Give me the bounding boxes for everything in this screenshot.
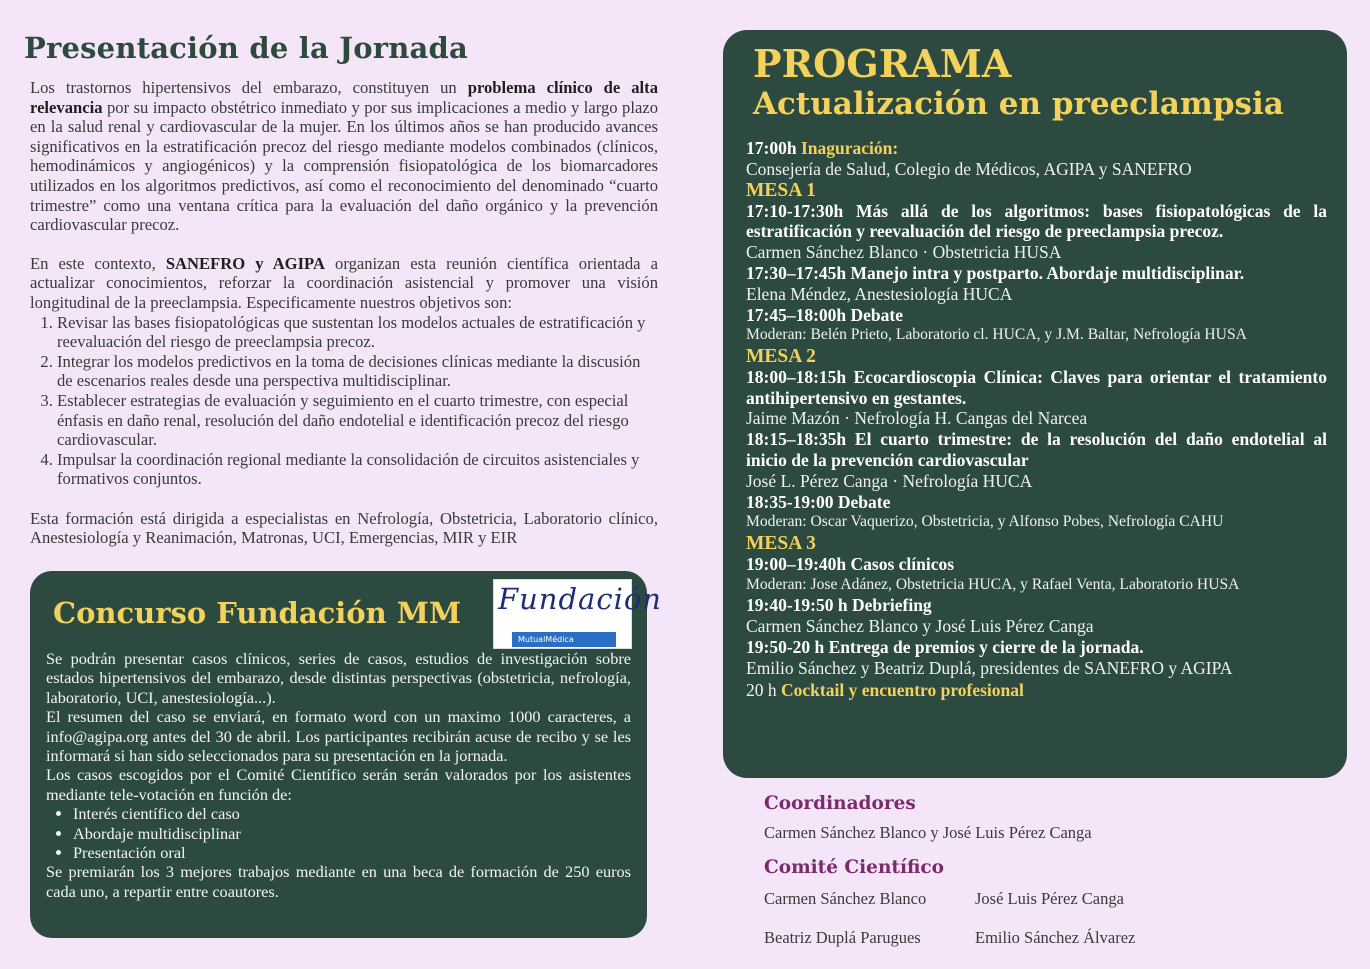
mesa-heading: MESA 1 [746, 179, 816, 201]
member-name: José Luis Pérez Canga [975, 889, 1124, 908]
coordinadores-names: Carmen Sánchez Blanco y José Luis Pérez Canga [764, 823, 1092, 842]
criterios-list [73, 804, 631, 862]
programa-title: PROGRAMA [753, 41, 1012, 86]
list-item: 1. Revisar las bases fisiopatológicas que sustentan los modelos actuales de estratificación y reevaluación del riesgo de preeclampsia precoz. [57, 313, 658, 352]
session-title: 18:00–18:15h Ecocardioscopia Clínica: Claves para orientar el tratamiento antihipertensivo en gestantes. [746, 366, 1327, 408]
speaker: José L. Pérez Canga · Nefrología HUCA [746, 470, 1033, 491]
presentacion-section [24, 28, 658, 548]
inaguracion-line: 17:00h Inaguración: [746, 138, 899, 158]
cocktail-line: 20 h Cocktail y encuentro profesional [746, 680, 1024, 701]
session-title: 17:30–17:45h Manejo intra y postparto. Abordaje multidisciplinar. [746, 262, 1245, 283]
concurso-title: Concurso Fundación MM [53, 596, 462, 630]
coordinadores-title: Coordinadores [764, 793, 916, 814]
member-name: Carmen Sánchez Blanco [764, 889, 927, 908]
speaker: Jaime Mazón · Nefrología H. Cangas del Narcea [746, 408, 1088, 429]
speaker: Elena Méndez, Anestesiología HUCA [746, 283, 1013, 304]
session-title: 19:00–19:40h Casos clínicos [746, 553, 955, 574]
list-item: • Presentación oral [73, 843, 631, 862]
moderators: Moderan: Jose Adánez, Obstetricia HUCA, y Rafael Venta, Laboratorio HUSA [746, 575, 1240, 593]
list-item: • Interés científico del caso [73, 804, 631, 823]
speaker: Carmen Sánchez Blanco · Obstetricia HUSA [746, 242, 1062, 263]
mesa-heading: MESA 2 [746, 345, 816, 367]
audience-paragraph: Esta formación está dirigida a especialistas en Nefrología, Obstetricia, Laboratorio clínico, Anestesiología y Reanimación, Matronas, UCI, Emergencias, MIR y EIR [30, 508, 658, 548]
objetivos-list [57, 313, 658, 489]
programa-box [723, 30, 1347, 778]
context-paragraph: En este contexto, SANEFRO y AGIPA organizan esta reunión científica orientada a actualizar conocimientos, reforzar la coordinación asistencial y promover una visión longitudinal de la preeclampsia. Especificamente nuestros objetivos son: [30, 253, 658, 312]
session-title: 17:10-17:30h Más allá de los algoritmos: bases fisiopatológicas de la estratificación y reevaluación del riesgo de preeclampsia precoz. [746, 200, 1327, 242]
member-name: Emilio Sánchez Álvarez [975, 928, 1136, 947]
session-title: 19:40-19:50 h Debriefing [746, 595, 932, 616]
comite-members [764, 889, 1204, 948]
coordinadores-section [764, 791, 1204, 948]
mesa-heading: MESA 3 [746, 532, 816, 554]
debate-title: 18:35-19:00 Debate [746, 491, 891, 512]
speaker: Carmen Sánchez Blanco y José Luis Pérez Canga [746, 616, 1094, 637]
session-title: 19:50-20 h Entrega de premios y cierre de la jornada. [746, 636, 1144, 657]
presentacion-title: Presentación de la Jornada [24, 31, 468, 65]
moderators: Moderan: Belén Prieto, Laboratorio cl. HUCA, y J.M. Baltar, Nefrología HUSA [746, 326, 1247, 344]
fundacion-logo [493, 579, 662, 649]
concurso-box [30, 571, 662, 938]
intro-paragraph: Los trastornos hipertensivos del embarazo, constituyen un problema clínico de alta relevancia por su impacto obstétrico inmediato y por sus implicaciones a medio y largo plazo en la salud renal y cardiovascular de la mujer. En los últimos años se han producido avances significativos en la estratificación precoz del riesgo mediante modelos combinados (clínicos, hemodinámicos y angiogénicos) y la comprensión fisiopatológica de los biomarcadores utilizados en los algoritmos predictivos, así como el reconocimiento del denominado “cuarto trimestre” como una ventana crítica para la evaluación del daño orgánico y la prevención cardiovascular precoz. [30, 78, 658, 235]
list-item: 2. Integrar los modelos predictivos en la toma de decisiones clínicas mediante la discusión de escenarios reales desde una perspectiva multidisciplinar. [57, 352, 658, 391]
session-title: 18:15–18:35h El cuarto trimestre: de la resolución del daño endotelial al inicio de la prevención cardiovascular [746, 429, 1327, 471]
programa-subtitle: Actualización en preeclampsia [753, 86, 1284, 122]
list-item: • Abordaje multidisciplinar [73, 824, 631, 843]
member-name: Beatriz Duplá Parugues [764, 928, 921, 947]
logo-bar: MutualMédica [512, 632, 616, 647]
schedule: 17:00h Inaguración: Consejería de Salud, Colegio de Médicos, AGIPA y SANEFRO MESA 1 17:10-17:30h Más allá de los algoritmos: bases fisiopatológicas de la estratificación y reevaluación del riesgo de preeclampsia precoz. Carmen Sánchez Blanco · Obstetricia HUSA 17:30–17:45h Manejo intra y postparto. Abordaje multidisciplinar. Elena Méndez, Anestesiología HUCA 17:45–18:00h Debate Moderan: Belén Prieto, Laboratorio cl. HUCA, y J.M. Baltar, Nefrología HUSA MESA 2 18:00–18:15h Ecocardioscopia Clínica: Claves para orientar el tratamiento antihipertensivo en gestantes. Jaime Mazón · Nefrología H. Cangas del Narcea 18:15–18:35h El cuarto trimestre: de la resolución del daño endotelial al inicio de la prevención cardiovascular José L. Pérez Canga · Nefrología HUCA 18:35-19:00 Debate Moderan: Oscar Vaquerizo, Obstetricia, y Alfonso Pobes, Nefrología CAHU MESA 3 19:00–19:40h Casos clínicos Moderan: Jose Adánez, Obstetricia HUCA, y Rafael Venta, Laboratorio HUSA 19:40-19:50 h Debriefing Carmen Sánchez Blanco y José Luis Pérez Canga 19:50-20 h Entrega de premios y cierre de la jornada. Emilio Sánchez y Beatriz Duplá, presidentes de SANEFRO y AGIPA 20 h Cocktail y encuentro profesional [746, 138, 1327, 701]
debate-title: 17:45–18:00h Debate [746, 304, 903, 325]
speaker: Emilio Sánchez y Beatriz Duplá, presidentes de SANEFRO y AGIPA [746, 657, 1233, 678]
concurso-text: Se podrán presentar casos clínicos, series de casos, estudios de investigación sobre estados hipertensivos del embarazo, desde distintas perspectivas (obstetricia, nefrología, laboratorio, UCI, anestesiología...). El resumen del caso se enviará, en formato word con un maximo 1000 caracteres, a info@agipa.org antes del 30 de abril. Los participantes recibirán acuse de recibo y se les informará si han sido seleccionados para su presentación en la jornada. Los casos escogidos por el Comité Científico serán serán valorados por los asistentes mediante tele-votación en función de: • Interés científico del caso • Abordaje multidisciplinar • Presentación oral Se premiarán los 3 mejores trabajos mediante en una beca de formación de 250 euros cada uno, a repartir entre coautores. [46, 649, 631, 901]
logo-script: Fundación [498, 582, 662, 616]
comite-title: Comité Científico [764, 857, 945, 878]
list-item: 3. Establecer estrategias de evaluación y seguimiento en el cuarto trimestre, con especial énfasis en daño renal, resolución del daño endotelial e identificación precoz del riesgo cardiovascular. [57, 391, 658, 450]
moderators: Moderan: Oscar Vaquerizo, Obstetricia, y Alfonso Pobes, Nefrología CAHU [746, 513, 1224, 531]
list-item: 4. Impulsar la coordinación regional mediante la consolidación de circuitos asistenciales y formativos conjuntos. [57, 450, 658, 489]
